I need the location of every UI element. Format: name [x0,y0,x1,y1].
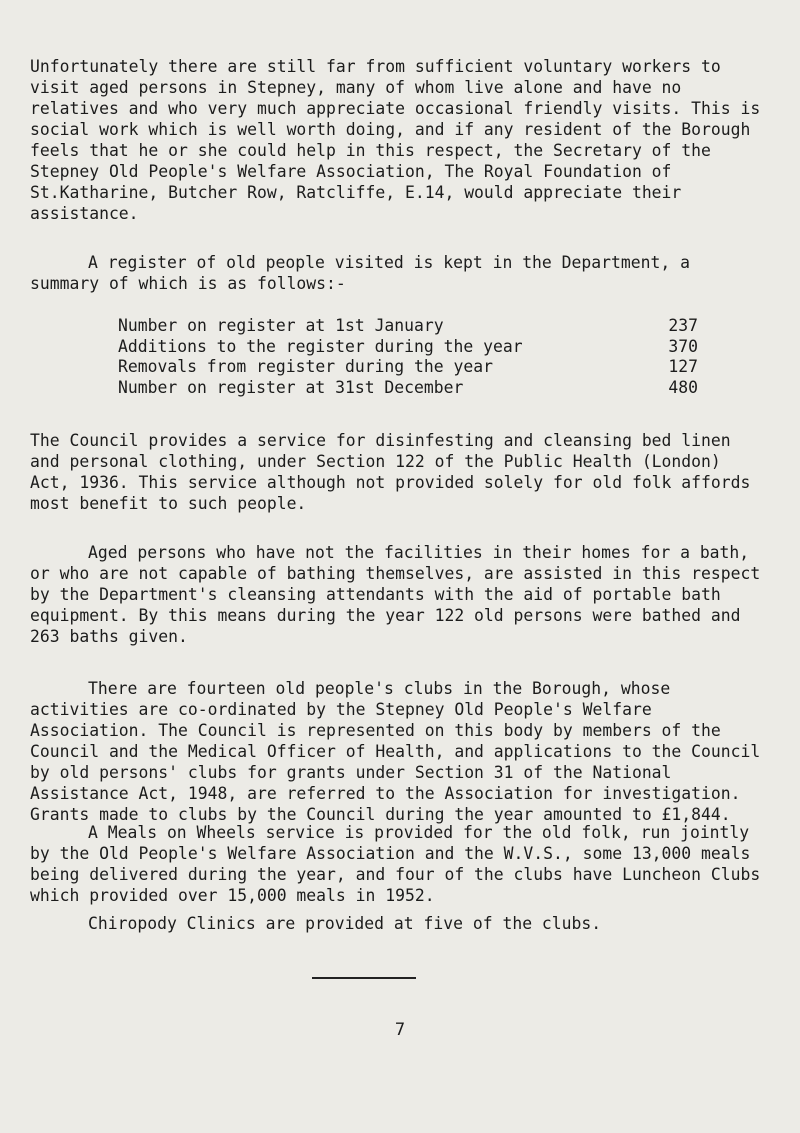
register-value: 127 [668,357,698,376]
paragraph-register-intro [30,252,765,294]
paragraph-chiropody [30,913,765,934]
table-row [118,316,698,337]
register-summary-table [118,316,698,398]
table-row [118,357,698,378]
paragraph-meals-on-wheels [30,822,765,906]
paragraph-old-peoples-clubs [30,678,765,825]
register-intro-text: A register of old people visited is kept in the Department, a summary of which is as follows:- [30,253,690,293]
meals-on-wheels-text: A Meals on Wheels service is provided for the old folk, run jointly by the Old People's Welfare Association and the W.V.S., some 13,000 meals being delivered during the year, and four of the clubs have Luncheon Clubs which provided over 15,000 meals in 1952. [30,823,761,905]
register-label: Number on register at 1st January [118,316,444,335]
paragraph-bathing-service [30,542,765,647]
table-row [118,378,698,399]
section-divider [312,977,416,979]
table-row [118,337,698,358]
chiropody-text: Chiropody Clinics are provided at five of the clubs. [88,914,602,933]
paragraph-disinfesting-service: The Council provides a service for disinfesting and cleansing bed linen and personal clothing, under Section 122 of the Public Health (London) Act, 1936. This service although not provided solely for old folk affords most benefit to such people. [30,431,751,513]
register-label: Number on register at 31st December [118,377,464,397]
register-label: Removals from register during the year [118,357,493,376]
page-number: 7 [394,1020,406,1040]
paragraph-voluntary-visitors: Unfortunately there are still far from sufficient voluntary workers to visit aged persons in Stepney, many of whom live alone and have no relatives and who very much appreciate occasional friendly visits. This is social work which is well worth doing, and if any resident of the Borough feels that he or she could help in this respect, the Secretary of the Stepney Old People's Welfare Association, The Royal Foundation of St.Katharine, Butcher Row, Ratcliffe, E.14, would appreciate their assistance. [30,57,761,223]
register-value: 480 [668,377,698,397]
register-value: 370 [668,336,698,356]
register-label: Additions to the register during the year [118,336,523,356]
bathing-service-text: Aged persons who have not the facilities in their homes for a bath, or who are not capable of bathing themselves, are assisted in this respect by the Department's cleansing attendants with the aid of portable bath equipment. By this means during the year 122 old persons were bathed and 263 baths given. [30,543,761,646]
old-peoples-clubs-text: There are fourteen old people's clubs in the Borough, whose activities are co-ordinated by the Stepney Old People's Welfare Association. The Council is represented on this body by members of the Council and the Medical Officer of Health, and applications to the Council by old persons' clubs for grants under Section 31 of the National Assistance Act, 1948, are referred to the Association for investigation. Grants made to clubs by the Council during the year amounted to £1,844. [30,679,761,824]
register-value: 237 [668,316,698,335]
